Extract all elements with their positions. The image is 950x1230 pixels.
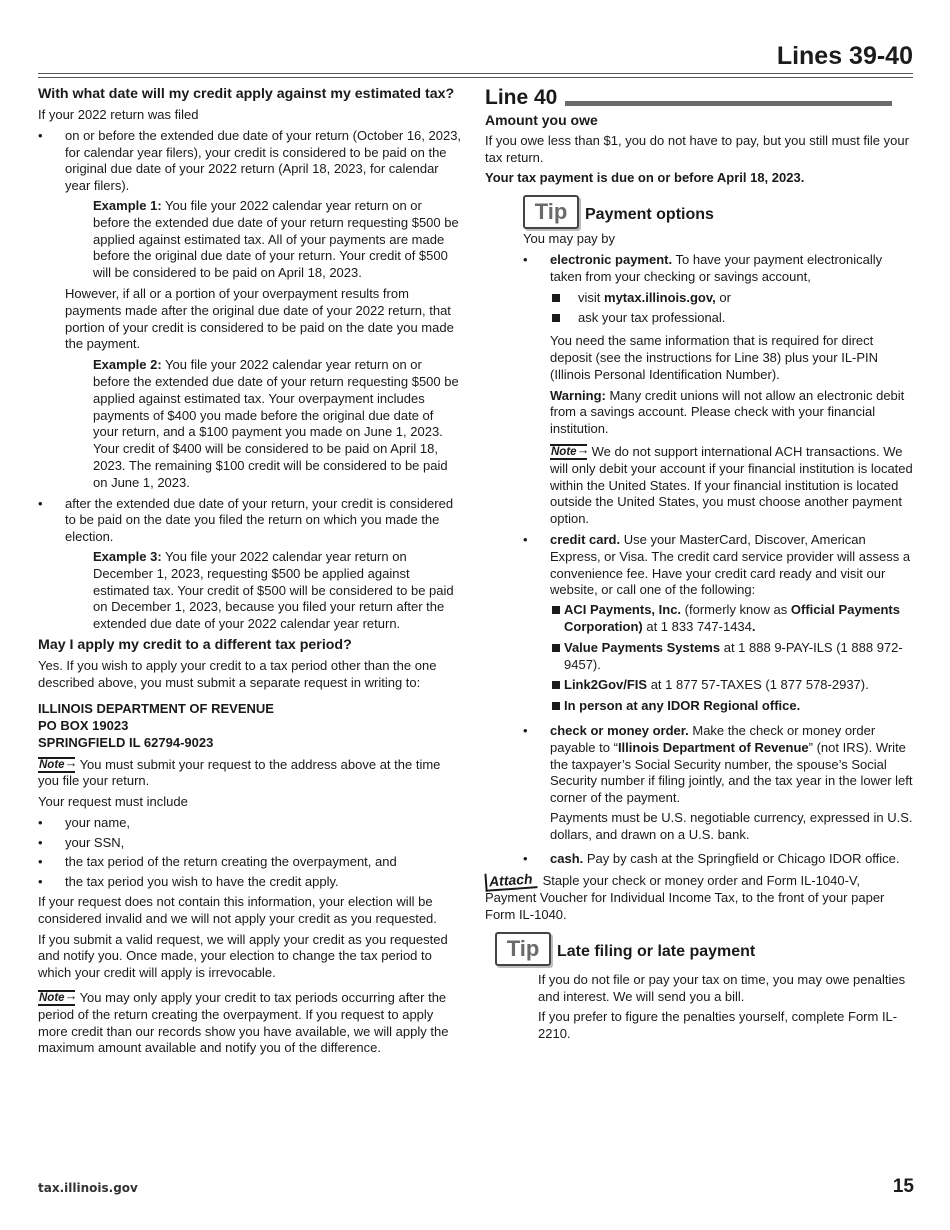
bullet-before-due-date: • on or before the extended due date of your return (October 16, 2023, for calendar year filers), your credit is considered to be paid on the original due date of your 2022 return (April 18, 2023, for calendar year filers). (38, 128, 462, 195)
late-filing-section (538, 972, 913, 1043)
footer-website: tax.illinois.gov (38, 1181, 138, 1195)
ask-professional-item: ask your tax professional. (550, 310, 913, 327)
check-label: check or money order. (550, 722, 689, 738)
address-line-2: PO BOX 19023 (38, 717, 129, 733)
example-2-label: Example 2: (93, 357, 162, 373)
credit-card-providers (550, 602, 913, 715)
aci-dot: . (751, 618, 756, 634)
late-filing-text-2: If you prefer to figure the penalties yourself, complete Form IL-2210. (538, 1009, 898, 1042)
note-ach (550, 444, 913, 528)
list-item: • the tax period of the return creating the overpayment, and (38, 854, 462, 871)
credit-card-text: Use your MasterCard, Discover, American Express, or Visa. The credit card service provider will assess a convenience fee. Have your credit card ready and visit our website, or call one of the following: (550, 531, 911, 598)
tip-icon: Tip (523, 195, 579, 229)
provider-link2gov (550, 677, 913, 694)
note-icon: Note → (550, 444, 587, 460)
warning-label: Warning: (550, 387, 606, 403)
link2gov-name: Link2Gov/FIS (564, 677, 648, 693)
provider-vps (550, 640, 913, 674)
credit-card-label: credit card. (550, 531, 621, 547)
visit-or-text: or (719, 289, 731, 305)
attach-text: Staple your check or money order and Form IL-1040-V, Payment Voucher for Individual Income Tax, to the front of your paper Form IL-1040. (485, 873, 885, 923)
left-column (38, 86, 462, 1061)
different-period-text: Yes. If you wish to apply your credit to a tax period other than the one described above, you must submit a separate request in writing to: (38, 657, 437, 690)
header-rule-bottom (38, 77, 913, 78)
page-number: 15 (892, 1176, 914, 1197)
check-payee: Illinois Department of Revenue (617, 739, 809, 755)
page-title: Lines 39-40 (776, 42, 913, 70)
address-line-3: SPRINGFIELD IL 62794-9023 (38, 734, 214, 750)
warning-text (550, 388, 913, 438)
provider-in-person: In person at any IDOR Regional office. (550, 698, 913, 715)
late-filing-heading: Late filing or late payment (557, 942, 756, 960)
line-40-title (485, 86, 913, 110)
may-pay-text: You may pay by (523, 231, 616, 247)
example-3 (93, 549, 462, 633)
example-2 (93, 357, 462, 491)
provider-aci (550, 602, 913, 636)
visit-item (550, 290, 913, 307)
must-include-text: Your request must include (38, 794, 188, 810)
vps-phone: at 1 888 9-PAY-ILS (1 888 972-9457). (564, 639, 903, 672)
aci-mid: (formerly know as (684, 602, 788, 618)
example-1 (93, 198, 462, 282)
electronic-payment-text: To have your payment electronically taken from your checking or savings account, (550, 251, 883, 284)
line-40-rule (565, 101, 892, 106)
list-item: • your name, (38, 815, 462, 832)
list-item: • your SSN, (38, 835, 462, 852)
example-3-label: Example 3: (93, 548, 162, 564)
note-credit-periods (38, 990, 462, 1057)
due-date-text: Your tax payment is due on or before April 18, 2023. (485, 170, 805, 186)
visit-text: visit (578, 289, 601, 305)
however-text: However, if all or a portion of your overpayment results from payments made after the original due date of your 2022 return, that portion of your credit is considered to be paid on the date you made the payment. (65, 285, 454, 352)
cash-text: Pay by cash at the Springfield or Chicago IDOR office. (586, 851, 900, 867)
payment-options-tip (523, 195, 913, 229)
right-column (485, 86, 913, 1047)
address-line-1: ILLINOIS DEPARTMENT OF REVENUE (38, 700, 274, 716)
list-item: • the tax period you wish to have the credit apply. (38, 874, 462, 891)
question-heading-different-period: May I apply my credit to a different tax period? (38, 636, 352, 653)
payment-options-heading: Payment options (585, 206, 714, 224)
invalid-request-text: If your request does not contain this information, your election will be considered invalid and we will not apply your credit as you requested. (38, 894, 437, 926)
question-heading-credit-date: With what date will my credit apply against my estimated tax? (38, 86, 455, 102)
tip-icon: Tip (495, 932, 551, 966)
attach-block (485, 872, 913, 924)
mailing-address (38, 700, 462, 751)
bullet-after-due-date: • after the extended due date of your return, your credit is considered to be paid on the date you filed the return on which you made the election. (38, 496, 462, 546)
note-icon: Note → (38, 757, 75, 773)
valid-request-text: If you submit a valid request, we will apply your credit as you requested and notify you. Once made, your election to change the tax period to which your credit will apply is irrevocable. (38, 931, 448, 981)
intro-text: If your 2022 return was filed (38, 107, 199, 122)
owe-less-text: If you owe less than $1, you do not have to pay, but you still must file your tax return. (485, 132, 909, 165)
negotiable-text: Payments must be U.S. negotiable currency, expressed in U.S. dollars, and drawn on a U.S. bank. (550, 809, 913, 842)
example-1-text: You file your 2022 calendar year return on or before the extended due date of your return requesting $500 be applied against estimated tax. All of your payments are made before the original due date of your return. Your credit of $500 will be considered to be paid on April 18, 2023. (93, 197, 459, 281)
cash-item (523, 851, 913, 868)
note-icon: Note → (38, 990, 75, 1006)
electronic-payment-label: electronic payment. (550, 251, 673, 267)
electronic-payment-item (523, 252, 913, 286)
header-rule-top (38, 73, 913, 74)
example-1-label: Example 1: (93, 197, 162, 213)
aci-old-name: Official Payments Corporation) (564, 602, 900, 634)
payment-options-section (523, 231, 913, 868)
vps-name: Value Payments Systems (564, 639, 721, 655)
same-info-text: You need the same information that is required for direct deposit (see the instructions for Line 38) plus your IL-PIN (Illinois Personal Identification Number). (550, 333, 879, 382)
line-40-heading: Line 40 (485, 86, 558, 109)
check-item (523, 723, 913, 807)
late-filing-tip (495, 932, 913, 966)
mytax-link[interactable]: mytax.illinois.gov, (604, 289, 716, 305)
note-submit-text: You must submit your request to the address above at the time you file your return. (38, 756, 441, 789)
check-text-2: ” (not IRS). Write the taxpayer’s Social Security number, the spouse’s Social Security number if filing jointly, and the tax year in the lower left corner of the payment. (550, 739, 913, 806)
aci-phone: at 1 833 747-1434 (646, 618, 752, 634)
warning-body: Many credit unions will not allow an electronic debit from a savings account. Please check with your financial institution. (550, 387, 905, 437)
note-submit (38, 757, 462, 791)
late-filing-text-1: If you do not file or pay your tax on time, you may owe penalties and interest. We will send you a bill. (538, 971, 906, 1004)
aci-name: ACI Payments, Inc. (564, 602, 682, 618)
page-header (38, 40, 913, 76)
check-text-1: Make the check or money order payable to “ (550, 722, 876, 755)
electronic-payment-details (550, 290, 913, 528)
link2gov-phone: at 1 877 57-TAXES (1 877 578-2937). (650, 677, 869, 693)
note-ach-text: We do not support international ACH transactions. We will only debit your account if your financial institution is located within the United States. If your financial institution is located outside the United States, you must choose another payment option. (550, 443, 913, 527)
example-3-text: You file your 2022 calendar year return on December 1, 2023, requesting $500 be applied against estimated tax. Your credit of $500 will be considered to be paid on December 1, 2023, because you filed your return after the extended due date of your 2022 calendar year return. (93, 548, 454, 632)
amount-you-owe-heading: Amount you owe (485, 112, 598, 128)
cash-label: cash. (550, 851, 584, 867)
example-2-text: You file your 2022 calendar year return on or before the extended due date of your return requesting $500 be applied against estimated tax. Your overpayment includes payments of $400 you made before the original due date of your return, and a $100 payment you made on June 1, 2023. Your credit of $400 will be considered to be paid on April 18, 2023. The remaining $100 credit will be considered to be paid on June 1, 2023. (93, 357, 459, 490)
attach-icon: Attach (484, 871, 537, 893)
note-credit-periods-text: You may only apply your credit to tax periods occurring after the period of the return creating the overpayment. If you request to apply more credit than our records show you have available, we will apply the maximum amount available and notify you of the difference. (38, 990, 449, 1056)
credit-card-item (523, 532, 913, 599)
